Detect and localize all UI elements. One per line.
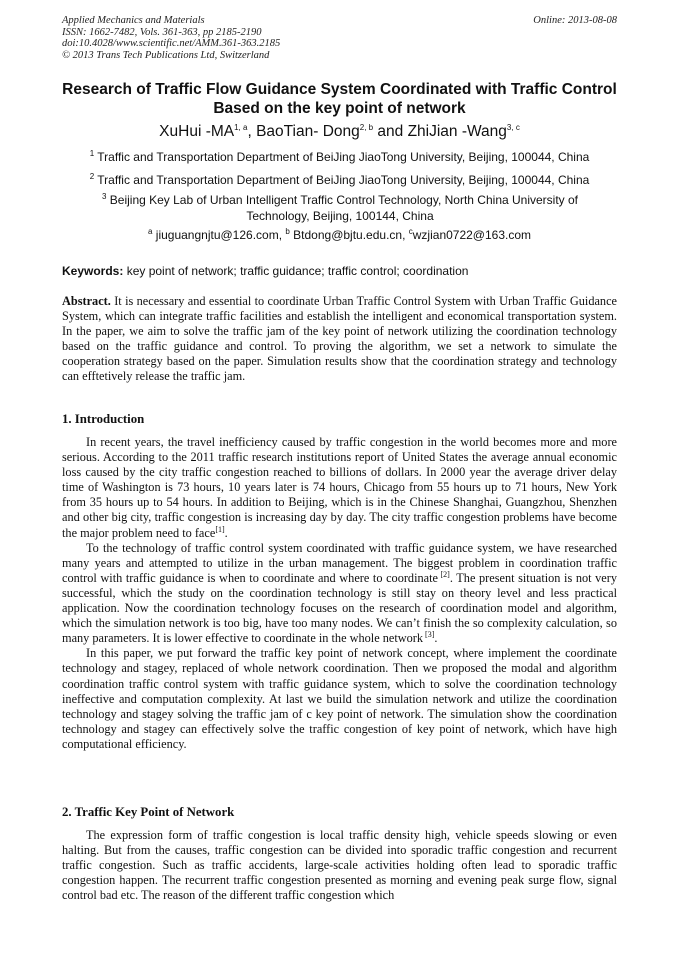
- affiliation-text: Traffic and Transportation Department of BeiJing JiaoTong University, Beijing, 100044, China: [97, 173, 590, 187]
- author-sup: 3, c: [506, 122, 520, 132]
- affiliation-text: Beijing Key Lab of Urban Intelligent Traffic Control Technology, North China University of Technology, Beijing, 100144, China: [109, 193, 579, 223]
- email-b: Btdong@bjtu.edu.cn,: [289, 228, 409, 242]
- paragraph-text: The expression form of traffic congestion is local traffic density high, vehicle speeds slowing or even halting. But from the causes, traffic congestion can be divided into sporadic traffic congestion and recurrent traffic congestion. Such as traffic accidents, large-scale activities holding often lead to sporadic traffic congestion happen. The recurrent traffic congestion presented as morning and evening peak surge flow, signal control bad etc. The reason of the different traffic congestion which: [62, 828, 617, 903]
- paragraph: [62, 541, 617, 647]
- section-1-heading: 1. Introduction: [62, 412, 145, 426]
- paragraph: [62, 646, 617, 752]
- paragraph-text: .: [224, 525, 228, 540]
- paragraph: [62, 828, 617, 903]
- author-name: XuHui -MA: [159, 123, 235, 140]
- section-2-body: [62, 828, 617, 903]
- affiliation-number: 1: [89, 149, 95, 158]
- email-sup: b: [285, 227, 290, 236]
- paper-title: Research of Traffic Flow Guidance System Coordinated with Traffic Control Based on the key point of network: [62, 81, 617, 117]
- citation: [3]: [423, 630, 435, 640]
- abstract: [62, 294, 617, 385]
- affiliation-1: [62, 150, 617, 166]
- author-name: , BaoTian- Dong: [247, 123, 360, 140]
- keywords-text: key point of network; traffic guidance; traffic control; coordination: [123, 264, 469, 278]
- affiliation-2: [62, 173, 617, 189]
- affiliation-text: Traffic and Transportation Department of BeiJing JiaoTong University, Beijing, 100044, China: [97, 150, 590, 164]
- email-line: [62, 228, 617, 243]
- email-a: jiuguangnjtu@126.com,: [152, 228, 286, 242]
- section-2-heading: 2. Traffic Key Point of Network: [62, 805, 235, 819]
- email-sup: c: [408, 227, 413, 236]
- author-line: [62, 122, 617, 142]
- citation: [2]: [437, 569, 450, 579]
- publication-header: [62, 15, 617, 61]
- section-1-body: [62, 435, 617, 752]
- paragraph-text: . The present situation is not very successful, which the study on the coordination technology is still stay on theory level and less practical application. Now the coordination technology focuses on the research of coordination model and algorithm, which the simulation network is too big, have too many nodes. We can’t finish the so complexity calculation, so many parameters. It is lower effective to coordinate in the whole network: [62, 570, 618, 646]
- online-date: Online: 2013-08-08: [533, 15, 617, 26]
- doi-line: doi:10.4028/www.scientific.net/AMM.361-363.2185: [62, 38, 281, 49]
- affiliation-3: [90, 193, 590, 224]
- email-c: wzjian0722@163.com: [412, 228, 532, 242]
- issn-line: ISSN: 1662-7482, Vols. 361-363, pp 2185-2190: [62, 26, 262, 38]
- keywords-label: Keywords:: [62, 264, 124, 278]
- abstract-text: It is necessary and essential to coordinate Urban Traffic Control System with Urban Traffic Guidance System, which can integrate traffic facilities and establish the intelligent and economical transportation system. In the paper, we aim to solve the traffic jam of the key point of network utilizing the coordination technology based on the traffic guidance and control. To proving the algorithm, we set a network to simulate the cooperation strategy based on the paper. Simulation results show that the coordination strategy and technology can efftetively release the traffic jam.: [62, 294, 617, 384]
- paragraph-text: In this paper, we put forward the traffic key point of network concept, where implement the coordinate technology and stagey, replaced of whole network coordination. Then we proposed the modal and algorithm coordination traffic control system with traffic guidance system, which to solve the coordination technology ineffective and computation complexity. At last we build the simulation network and utilize the coordination technology and stagey solving the traffic jam of c key point of network. The simulation show the coordination technology and stagey can effectively solve the traffic congestion of key point of network, which have high computational efficiency.: [62, 646, 617, 751]
- paragraph-text: .: [434, 631, 438, 646]
- paragraph-text: To the technology of traffic control system coordinated with traffic guidance system, we have researched many years and attempted to utilize in the urban management. The biggest problem in coordination traffic control with traffic guidance is when to coordinate and where to coordinate: [62, 540, 617, 585]
- paragraph: [62, 435, 617, 541]
- paragraph-text: In recent years, the travel inefficiency caused by traffic congestion in the world becomes more and more serious. According to the 2011 traffic research institutions report of United States the average annual economic loss caused by the city traffic congestion reached to billions of dollars. In 2000 year the average driver delay time of Washington is 73 hours, 10 years later is 74 hours, Chicago from 55 hours up to 71 hours, New York from 35 hours up to 54 hours. In addition to Beijing, which is in the Chinese Shanghai, Guangzhou, Shenzhen and other big city, traffic congestion is increasing day by day. The city traffic congestion problems have become the major problem need to face: [62, 435, 617, 540]
- email-sup: a: [147, 227, 153, 236]
- keywords-line: [62, 264, 617, 279]
- abstract-label: Abstract.: [62, 294, 111, 308]
- affiliation-number: 2: [89, 172, 95, 181]
- author-sup: 2, b: [359, 122, 374, 132]
- journal-name: Applied Mechanics and Materials: [62, 15, 205, 26]
- copyright-line: © 2013 Trans Tech Publications Ltd, Switzerland: [62, 49, 270, 61]
- author-name: and ZhiJian -Wang: [373, 123, 507, 140]
- affiliation-number: 3: [101, 192, 107, 201]
- author-sup: 1, a: [234, 122, 248, 132]
- citation: [1]: [215, 524, 225, 534]
